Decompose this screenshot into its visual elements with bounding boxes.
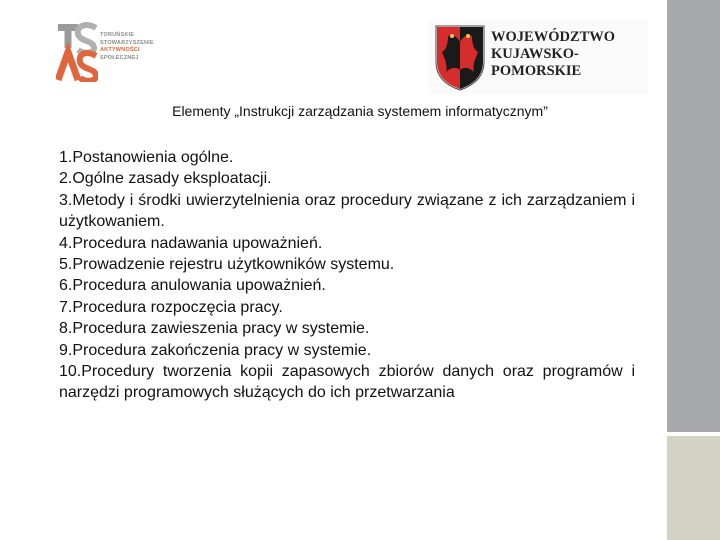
coat-of-arms-icon (432, 22, 488, 92)
list-item: 9.Procedura zakończenia pracy w systemie. (59, 341, 372, 359)
side-bar-dark (667, 0, 720, 432)
tsas-line-2: STOWARZYSZENIE (100, 39, 154, 46)
list-item: 10.Procedury tworzenia kopii zapasowych zbiorów danych oraz programów i narzędzi programowych służących do ich przetwarzania (59, 363, 635, 402)
tsas-lettermark-icon (56, 22, 98, 82)
side-bar-light (667, 436, 720, 540)
tsas-line-3: AKTYWNOŚCI (100, 47, 140, 53)
list-item: 6.Procedura anulowania upoważnień. (59, 277, 326, 295)
list-item: 4.Procedura nadawania upoważnień. (59, 234, 323, 252)
voivodeship-name-line-2: KUJAWSKO-POMORSKIE (491, 46, 582, 79)
list-item: 3.Metody i środki uwierzytelnienia oraz procedury związane z ich zarządzaniem i użytkowaniem. (59, 191, 635, 231)
tsas-line-4: SPOŁECZNEJ (100, 54, 139, 61)
slide-title: Elementy „Instrukcji zarządzania systemem informatycznym” (172, 103, 548, 119)
list-item: 8.Procedura zawieszenia pracy w systemie. (59, 320, 370, 338)
tsas-logo (56, 22, 186, 82)
voivodeship-name-line-1: WOJEWÓDZTWO (491, 29, 616, 45)
list-item: 5.Prowadzenie rejestru użytkowników systemu. (59, 256, 395, 274)
tsas-org-name (100, 32, 190, 62)
voivodeship-logo (428, 20, 648, 94)
list-item: 2.Ogólne zasady eksploatacji. (59, 170, 272, 188)
list-item: 7.Procedura rozpoczęcia pracy. (59, 298, 283, 316)
voivodeship-name (491, 29, 648, 80)
tsas-line-1: TORUŃSKIE (100, 32, 135, 38)
content-list (59, 147, 635, 404)
list-item: 1.Postanowienia ogólne. (59, 149, 234, 166)
